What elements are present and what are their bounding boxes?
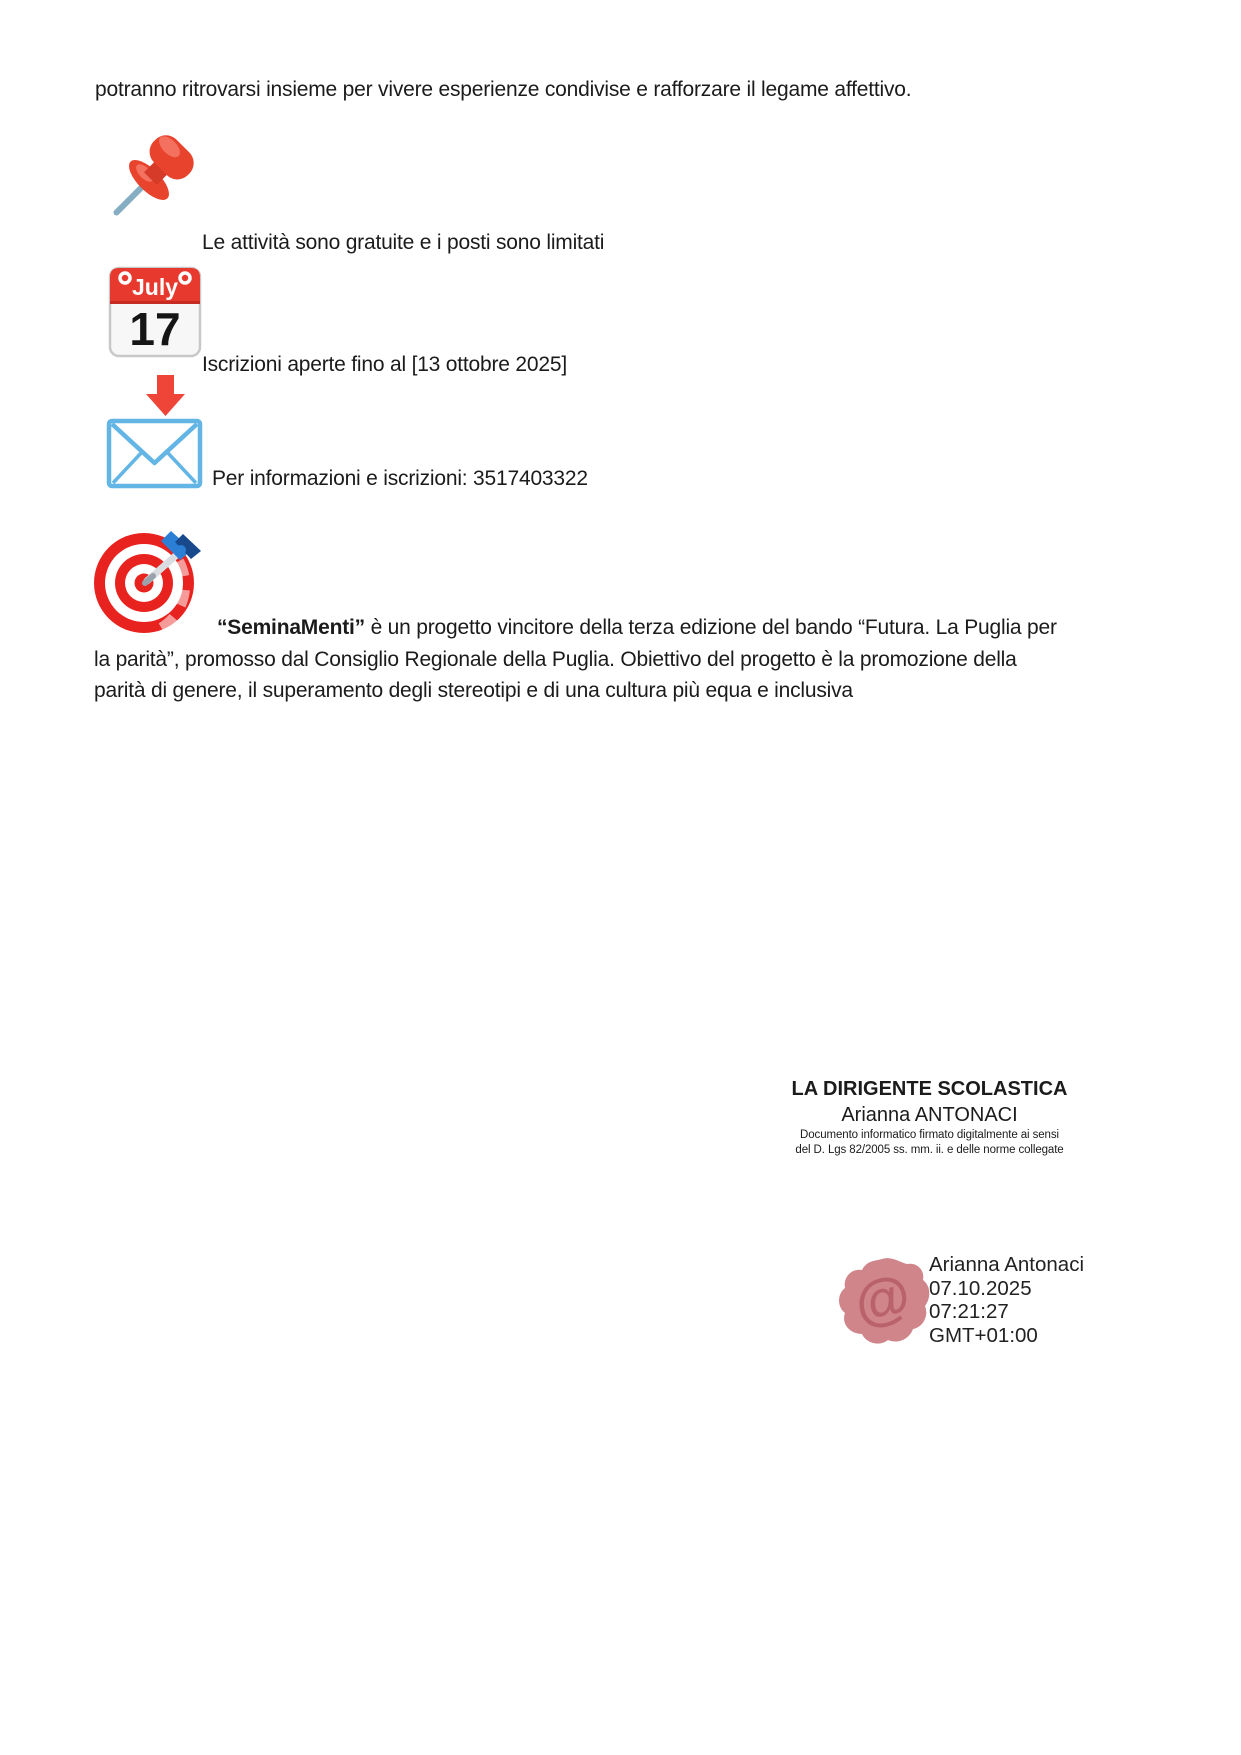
project-name: “SeminaMenti”: [217, 616, 365, 639]
free-activities-text: Le attività sono gratuite e i posti sono limitati: [202, 231, 605, 254]
contact-info-text: Per informazioni e iscrizioni: 3517403322: [212, 467, 588, 490]
project-paragraph-line2: la parità”, promosso dal Consiglio Regionale della Puglia. Obiettivo del progetto è la promozione della: [94, 648, 1017, 671]
incoming-envelope-icon: [106, 374, 203, 494]
stamp-date: 07.10.2025: [929, 1276, 1032, 1300]
stamp-timezone: GMT+01:00: [929, 1323, 1038, 1347]
wax-seal-stamp-icon: [836, 1255, 930, 1354]
digital-signature-note-line1: Documento informatico firmato digitalmente ai sensi: [800, 1129, 1059, 1141]
pushpin-icon: [98, 128, 200, 251]
project-paragraph-line3: parità di genere, il superamento degli stereotipi e di una cultura più equa e inclusiva: [94, 679, 853, 702]
project-paragraph-line1-rest: è un progetto vincitore della terza edizione del bando “Futura. La Puglia per: [364, 616, 1057, 639]
calendar-day-label: 17: [129, 303, 181, 355]
target-dart-icon: [91, 529, 205, 640]
signature-block: [742, 1076, 1117, 1158]
calendar-month-label: July: [131, 274, 179, 300]
stamp-time: 07:21:27: [929, 1300, 1009, 1323]
calendar-icon: [108, 261, 202, 363]
project-paragraph-line1: [217, 614, 1057, 642]
stamp-signer-name: Arianna Antonaci: [929, 1253, 1085, 1276]
intro-paragraph: potranno ritrovarsi insieme per vivere esperienze condivise e rafforzare il legame affettivo.: [95, 78, 912, 101]
svg-text:@: @: [849, 1262, 916, 1336]
digital-signature-note-line2: del D. Lgs 82/2005 ss. mm. ii. e delle norme collegate: [795, 1144, 1064, 1156]
signer-name: Arianna ANTONACI: [841, 1104, 1018, 1126]
enrollment-deadline-text: Iscrizioni aperte fino al [13 ottobre 2025]: [202, 353, 567, 376]
signer-role: LA DIRIGENTE SCOLASTICA: [791, 1078, 1068, 1100]
digital-stamp-details: [929, 1253, 1084, 1347]
